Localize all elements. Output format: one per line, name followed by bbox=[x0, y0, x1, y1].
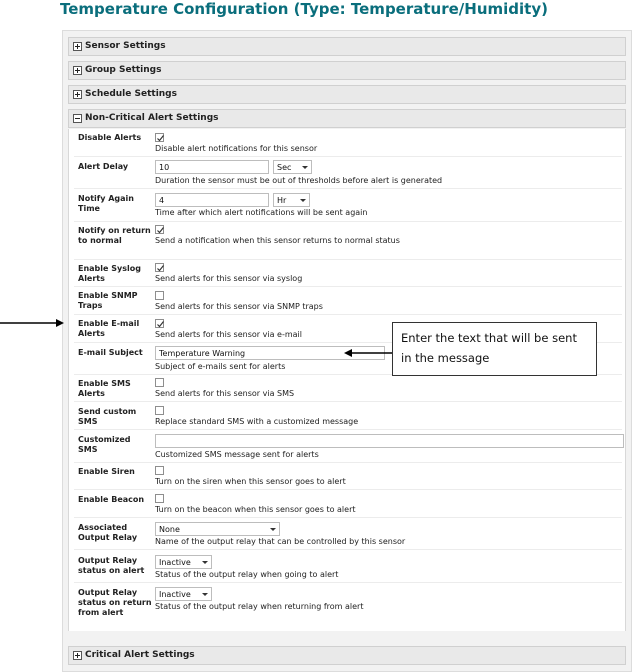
syslog-label: Enable Syslog Alerts bbox=[78, 264, 141, 283]
expand-icon[interactable] bbox=[73, 90, 82, 99]
page-title: Temperature Configuration (Type: Temperature/Humidity) bbox=[60, 0, 548, 18]
beacon-desc: Turn on the beacon when this sensor goes to alert bbox=[155, 505, 356, 514]
dropdown-arrow-icon bbox=[302, 166, 308, 169]
pointer-arrow-icon bbox=[0, 317, 66, 329]
row-divider bbox=[74, 286, 622, 287]
alert-delay-input[interactable]: 10 bbox=[155, 160, 269, 174]
row-divider bbox=[74, 156, 622, 157]
section-title: Sensor Settings bbox=[85, 41, 166, 51]
selected-value: Inactive bbox=[159, 558, 191, 567]
selected-value: Sec bbox=[277, 163, 292, 172]
alert-delay-desc: Duration the sensor must be out of thresholds before alert is generated bbox=[155, 176, 443, 185]
syslog-checkbox[interactable] bbox=[155, 263, 164, 272]
relay-on-alert-desc: Status of the output relay when going to alert bbox=[155, 570, 339, 579]
output-relay-label: Associated Output Relay bbox=[78, 523, 138, 542]
email-alerts-label: Enable E-mail Alerts bbox=[78, 319, 140, 338]
notify-again-input[interactable]: 4 bbox=[155, 193, 269, 207]
relay-on-return-desc: Status of the output relay when returning from alert bbox=[155, 602, 364, 611]
row-divider bbox=[74, 549, 622, 550]
custom-sms-desc: Replace standard SMS with a customized message bbox=[155, 417, 359, 426]
customized-sms-label: Customized SMS bbox=[78, 435, 131, 454]
snmp-label: Enable SNMP Traps bbox=[78, 291, 138, 310]
notify-return-checkbox[interactable] bbox=[155, 225, 164, 234]
customized-sms-input[interactable] bbox=[155, 434, 624, 448]
section-schedule-settings[interactable] bbox=[68, 85, 626, 104]
check-icon bbox=[156, 320, 165, 329]
check-icon bbox=[156, 134, 165, 143]
row-divider bbox=[74, 517, 622, 518]
email-subject-desc: Subject of e-mails sent for alerts bbox=[155, 362, 286, 371]
selected-value: None bbox=[159, 525, 180, 534]
disable-alerts-label: Disable Alerts bbox=[78, 133, 142, 142]
row-divider bbox=[74, 259, 622, 260]
custom-sms-label: Send custom SMS bbox=[78, 407, 137, 426]
snmp-checkbox[interactable] bbox=[155, 291, 164, 300]
section-critical-alert-settings[interactable] bbox=[68, 646, 626, 665]
custom-sms-checkbox[interactable] bbox=[155, 406, 164, 415]
email-subject-input[interactable]: Temperature Warning bbox=[155, 346, 385, 360]
output-relay-desc: Name of the output relay that can be controlled by this sensor bbox=[155, 537, 406, 546]
siren-desc: Turn on the siren when this sensor goes to alert bbox=[155, 477, 346, 486]
relay-on-alert-select[interactable] bbox=[155, 555, 212, 569]
sms-alerts-checkbox[interactable] bbox=[155, 378, 164, 387]
check-icon bbox=[156, 226, 165, 235]
beacon-checkbox[interactable] bbox=[155, 494, 164, 503]
email-alerts-checkbox[interactable] bbox=[155, 319, 164, 328]
check-icon bbox=[156, 264, 165, 273]
row-divider bbox=[74, 462, 622, 463]
email-subject-label: E-mail Subject bbox=[78, 348, 143, 357]
sms-alerts-desc: Send alerts for this sensor via SMS bbox=[155, 389, 295, 398]
notify-again-desc: Time after which alert notifications will be sent again bbox=[155, 208, 368, 217]
dropdown-arrow-icon bbox=[270, 528, 276, 531]
expand-icon[interactable] bbox=[73, 651, 82, 660]
notify-again-label: Notify Again Time bbox=[78, 194, 134, 213]
alert-delay-label: Alert Delay bbox=[78, 162, 129, 171]
relay-on-alert-label: Output Relay status on alert bbox=[78, 556, 145, 575]
row-divider bbox=[74, 489, 622, 490]
snmp-desc: Send alerts for this sensor via SNMP traps bbox=[155, 302, 323, 311]
collapse-icon[interactable] bbox=[73, 114, 82, 123]
row-divider bbox=[74, 188, 622, 189]
section-title: Non-Critical Alert Settings bbox=[85, 113, 219, 123]
row-divider bbox=[74, 221, 622, 222]
section-sensor-settings[interactable] bbox=[68, 37, 626, 56]
siren-checkbox[interactable] bbox=[155, 466, 164, 475]
dropdown-arrow-icon bbox=[202, 561, 208, 564]
annotation-callout: Enter the text that will be sent in the message bbox=[392, 322, 597, 376]
section-title: Critical Alert Settings bbox=[85, 650, 195, 660]
notify-return-desc: Send a notification when this sensor returns to normal status bbox=[155, 236, 400, 245]
dropdown-arrow-icon bbox=[300, 199, 306, 202]
disable-alerts-checkbox[interactable] bbox=[155, 133, 164, 142]
row-divider bbox=[74, 429, 622, 430]
expand-icon[interactable] bbox=[73, 42, 82, 51]
row-divider bbox=[74, 314, 622, 315]
beacon-label: Enable Beacon bbox=[78, 495, 145, 504]
siren-label: Enable Siren bbox=[78, 467, 135, 476]
sms-alerts-label: Enable SMS Alerts bbox=[78, 379, 131, 398]
notify-return-label: Notify on return to normal bbox=[78, 226, 151, 245]
section-title: Schedule Settings bbox=[85, 89, 177, 99]
section-group-settings[interactable] bbox=[68, 61, 626, 80]
callout-arrow-icon bbox=[343, 347, 395, 359]
disable-alerts-desc: Disable alert notifications for this sensor bbox=[155, 144, 318, 153]
selected-value: Hr bbox=[277, 196, 287, 205]
row-divider bbox=[74, 401, 622, 402]
selected-value: Inactive bbox=[159, 590, 191, 599]
section-title: Group Settings bbox=[85, 65, 162, 75]
email-alerts-desc: Send alerts for this sensor via e-mail bbox=[155, 330, 302, 339]
dropdown-arrow-icon bbox=[202, 593, 208, 596]
syslog-desc: Send alerts for this sensor via syslog bbox=[155, 274, 303, 283]
notify-again-unit-select[interactable] bbox=[273, 193, 310, 207]
row-divider bbox=[74, 582, 622, 583]
section-noncritical-alert-settings[interactable] bbox=[68, 109, 626, 128]
customized-sms-desc: Customized SMS message sent for alerts bbox=[155, 450, 319, 459]
output-relay-select[interactable] bbox=[155, 522, 280, 536]
alert-delay-unit-select[interactable] bbox=[273, 160, 312, 174]
relay-on-return-label: Output Relay status on return from alert bbox=[78, 588, 152, 617]
relay-on-return-select[interactable] bbox=[155, 587, 212, 601]
expand-icon[interactable] bbox=[73, 66, 82, 75]
